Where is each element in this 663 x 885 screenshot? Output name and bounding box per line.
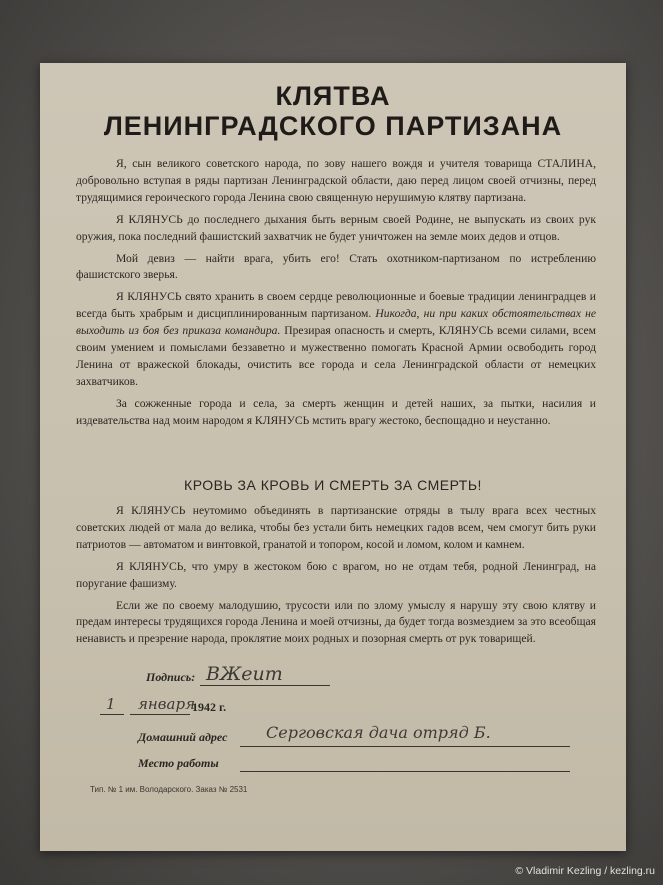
oath-text-bottom <box>76 503 596 653</box>
signature-line <box>200 685 330 686</box>
paragraph: За сожженные города и села, за смерть женщин и детей наших, за пытки, насилия и издевательства над моим народом я КЛЯНУСЬ мстить врагу жестоко, беспощадно и неустанно. <box>76 396 596 427</box>
paragraph-text: Презирая опасность и смерть, КЛЯНУСЬ всеми силами, всем своим умением и помыслами беззаветно и мужественно помогать Красной Армии освободить город Ленина от вражеской блокады, очистить все города и села Ленинградской области от немецких захватчиков. <box>76 324 596 388</box>
paragraph-text: Я КЛЯНУСЬ свято хранить в своем сердце революционные и боевые традиции ленинградцев и всегда быть храбрым и дисциплинированным партизаном. <box>76 290 596 321</box>
date-month-line <box>130 714 190 715</box>
handwritten-date-day: 1 <box>106 695 116 713</box>
handwritten-date-month: января <box>138 695 196 713</box>
address-line <box>240 746 570 747</box>
paragraph: Я, сын великого советского народа, по зову нашего вождя и учителя товарища СТАЛИНА, добровольно вступая в ряды партизан Ленинградской области, даю перед лицом своей отчизны, перед трудящимися героического города Ленина свою священную нерушимую клятву партизана. <box>76 157 596 204</box>
paragraph: Я КЛЯНУСЬ, что умру в жестоком бою с врагом, но не отдам тебя, родной Ленинград, на поругание фашизму. <box>76 559 596 590</box>
workplace-label: Место работы <box>138 756 219 770</box>
oath-text-top <box>76 156 596 435</box>
paragraph: Мой девиз — найти врага, убить его! Стать охотником-партизаном по истреблению фашистского зверья. <box>76 251 596 282</box>
handwritten-address: Серговская дача отряд Б. <box>266 723 491 742</box>
paragraph: Я КЛЯНУСЬ до последнего дыхания быть верным своей Родине, не выпускать из своих рук оружия, пока последний фашистский захватчик не будет уничтожен на земле моих дедов и отцов. <box>76 212 596 243</box>
handwritten-signature: ВЖеит <box>206 663 283 685</box>
printer-imprint: Тип. № 1 им. Володарского. Заказ № 2531 <box>90 785 248 794</box>
paragraph: Если же по своему малодушию, трусости или по злому умыслу я нарушу эту свою клятву и предам интересы трудящихся города Ленина и моей отчизны, да будет тогда возмездием за это всеобщая ненависть и презрение народа, проклятие моих родных и позорная смерть от рук товарищей. <box>76 598 596 646</box>
photo-credit: © Vladimir Kezling / kezling.ru <box>515 865 655 877</box>
document-title: КЛЯТВА <box>275 81 391 111</box>
paragraph <box>76 289 596 390</box>
address-label: Домашний адрес <box>138 730 228 744</box>
date-year: 1942 г. <box>192 700 227 714</box>
workplace-line <box>240 771 570 772</box>
oath-document <box>40 63 626 851</box>
document-subtitle: ЛЕНИНГРАДСКОГО ПАРТИЗАНА <box>103 111 563 141</box>
paragraph: Я КЛЯНУСЬ неутомимо объединять в партизанские отряды в тылу врага всех честных советских людей от мала до велика, чтобы без устали бить немецких гадов всем, чем смогут бить руки патриотов — автоматом и винтовкой, гранатой и топором, косой и ломом, колом и камнем. <box>76 504 596 551</box>
date-day-line <box>100 714 124 715</box>
slogan: КРОВЬ ЗА КРОВЬ И СМЕРТЬ ЗА СМЕРТЬ! <box>184 477 482 493</box>
signature-label: Подпись: <box>146 670 196 684</box>
paragraph-emphasis: Никогда, ни при каких обстоятельствах не выходить из боя без приказа командира. <box>76 307 596 338</box>
